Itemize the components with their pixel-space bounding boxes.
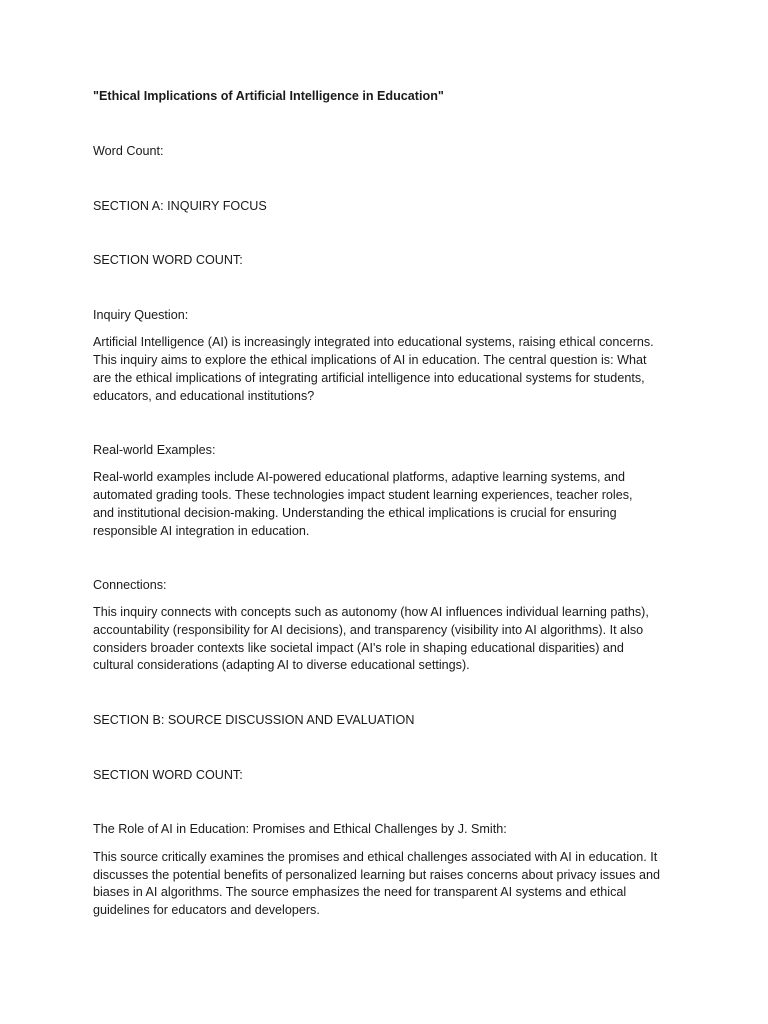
paragraph-line: and institutional decision-making. Understanding the ethical implications is crucial for ensuring bbox=[93, 506, 617, 520]
paragraph-line: educators, and educational institutions? bbox=[93, 389, 315, 403]
word-count-label: Word Count: bbox=[93, 144, 164, 158]
paragraph-line: automated grading tools. These technologies impact student learning experiences, teacher roles, bbox=[93, 488, 633, 502]
paragraph-line: Artificial Intelligence (AI) is increasingly integrated into educational systems, raising ethical concerns. bbox=[93, 335, 654, 349]
paragraph-line: Real-world examples include AI-powered educational platforms, adaptive learning systems, and bbox=[93, 470, 626, 484]
paragraph-line: biases in AI algorithms. The source emphasizes the need for transparent AI systems and ethical bbox=[93, 885, 627, 899]
paragraph-line: are the ethical implications of integrating artificial intelligence into educational systems for students, bbox=[93, 371, 645, 385]
paragraph-line: cultural considerations (adapting AI to diverse educational settings). bbox=[93, 658, 470, 672]
section-b-heading: SECTION B: SOURCE DISCUSSION AND EVALUATION bbox=[93, 713, 415, 727]
connections-heading: Connections: bbox=[93, 578, 167, 592]
section-a-word-count-label: SECTION WORD COUNT: bbox=[93, 253, 243, 267]
document-title: "Ethical Implications of Artificial Intelligence in Education" bbox=[93, 89, 444, 103]
source-1-heading: The Role of AI in Education: Promises and Ethical Challenges by J. Smith: bbox=[93, 822, 507, 836]
section-b-word-count-label: SECTION WORD COUNT: bbox=[93, 768, 243, 782]
paragraph-line: considers broader contexts like societal impact (AI's role in shaping educational disparities) and bbox=[93, 641, 624, 655]
paragraph-line: responsible AI integration in education. bbox=[93, 524, 310, 538]
section-a-heading: SECTION A: INQUIRY FOCUS bbox=[93, 199, 267, 213]
paragraph-line: guidelines for educators and developers. bbox=[93, 903, 320, 917]
paragraph-line: accountability (responsibility for AI decisions), and transparency (visibility into AI algorithms). It also bbox=[93, 623, 644, 637]
paragraph-line: This inquiry connects with concepts such as autonomy (how AI influences individual learning paths), bbox=[93, 605, 649, 619]
paragraph-line: This source critically examines the promises and ethical challenges associated with AI in education. It bbox=[93, 850, 658, 864]
paragraph-line: discusses the potential benefits of personalized learning but raises concerns about privacy issues and bbox=[93, 868, 661, 882]
real-world-examples-heading: Real-world Examples: bbox=[93, 443, 216, 457]
paragraph-line: This inquiry aims to explore the ethical implications of AI in education. The central question is: What bbox=[93, 353, 647, 367]
inquiry-question-heading: Inquiry Question: bbox=[93, 308, 189, 322]
